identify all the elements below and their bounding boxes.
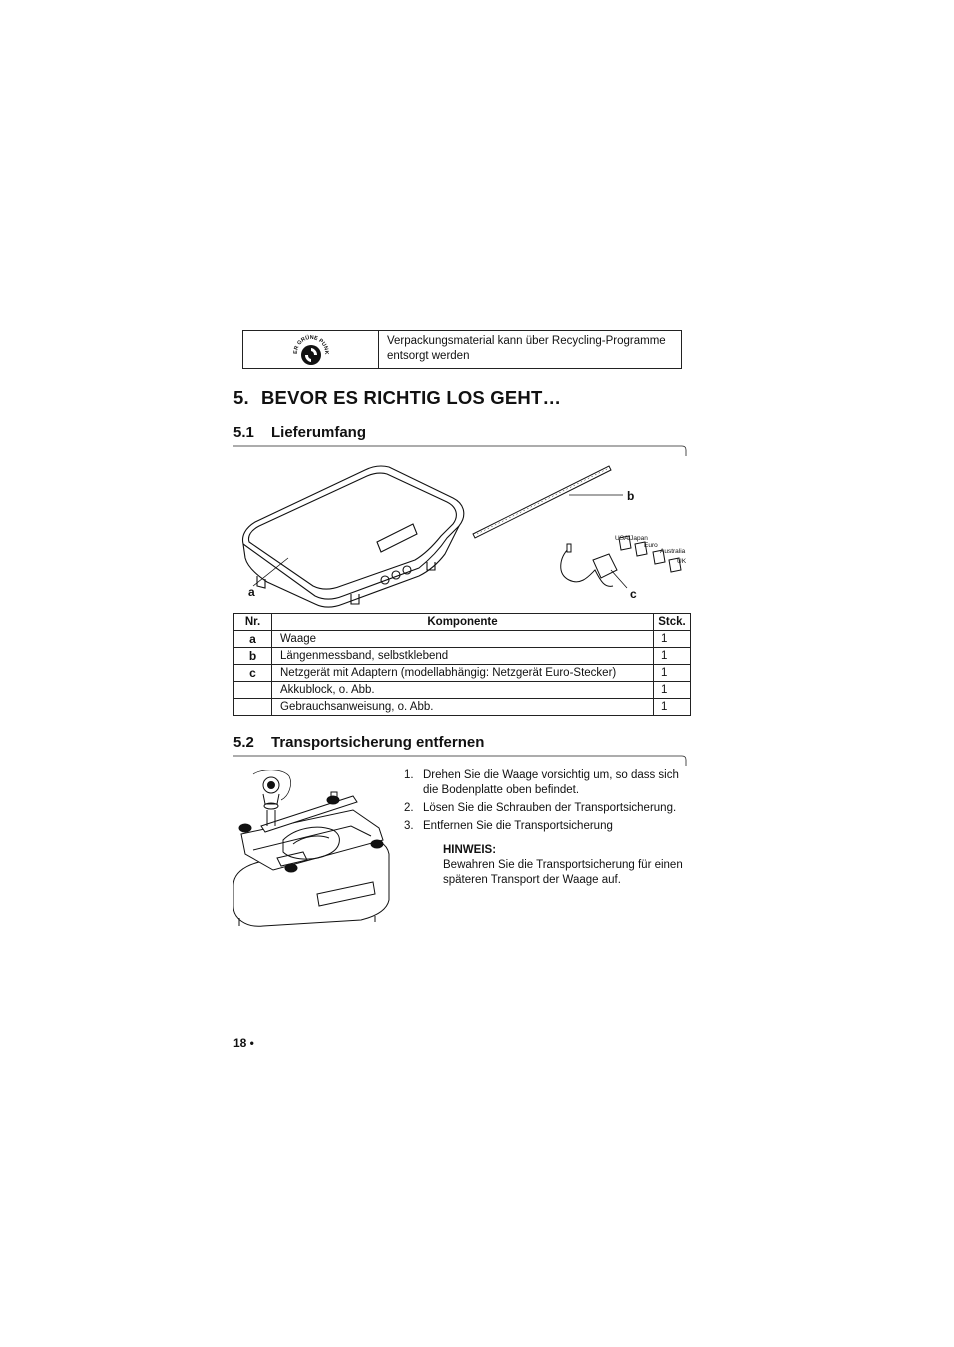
row-component: Gebrauchsanweisung, o. Abb. (272, 699, 654, 716)
label-a: a (248, 585, 255, 599)
chapter-heading (233, 387, 561, 409)
header-component: Komponente (272, 614, 654, 631)
step-number: 3. (404, 820, 414, 832)
label-euro: Euro (644, 542, 658, 549)
table-header-row (234, 614, 691, 631)
row-qty: 1 (654, 648, 691, 665)
green-dot-logo (291, 333, 331, 367)
row-component: Akkublock, o. Abb. (272, 682, 654, 699)
label-c: c (630, 587, 637, 601)
row-qty: 1 (654, 699, 691, 716)
delivery-contents-figure (233, 458, 690, 610)
measuring-tape-illustration (473, 466, 611, 538)
hint-text: Bewahren Sie die Transportsicherung für einen späteren Transport der Waage auf. (443, 859, 683, 886)
step-number: 1. (404, 769, 414, 781)
label-b: b (627, 489, 635, 503)
label-uk: UK (677, 558, 687, 565)
transport-lock-steps (404, 768, 690, 837)
hint-note (443, 843, 691, 888)
chapter-number: 5. (233, 387, 249, 408)
section-1-title: Lieferumfang (271, 424, 367, 441)
section-2-number: 5.2 (233, 734, 254, 751)
row-nr (234, 682, 272, 699)
section-1-number: 5.1 (233, 424, 254, 441)
page-number: 18 • (233, 1036, 254, 1050)
section-1-heading (233, 424, 366, 441)
hint-title: HINWEIS: (443, 844, 497, 856)
transport-lock-figure (233, 770, 391, 930)
step-item (404, 801, 690, 816)
row-nr: a (234, 631, 272, 648)
label-australia: Australia (660, 548, 686, 555)
row-component: Waage (272, 631, 654, 648)
delivery-contents-table (233, 613, 691, 716)
row-component: Längenmessband, selbstklebend (272, 648, 654, 665)
step-text: Entfernen Sie die Transportsicherung (423, 820, 613, 832)
scale-illustration (243, 466, 464, 607)
label-usa-japan: USA/Japan (615, 535, 648, 542)
step-item (404, 768, 690, 798)
recycling-logo-cell (243, 331, 379, 368)
header-qty: Stck. (654, 614, 691, 631)
recycling-notice (242, 330, 682, 369)
recycling-notice-text: Verpackungsmaterial kann über Recycling-Programme entsorgt werden (387, 335, 666, 362)
step-text: Lösen Sie die Schrauben der Transportsicherung. (423, 802, 677, 814)
row-component: Netzgerät mit Adaptern (modellabhängig: Netzgerät Euro-Stecker) (272, 665, 654, 682)
table-row (234, 682, 691, 699)
step-number: 2. (404, 802, 414, 814)
row-qty: 1 (654, 665, 691, 682)
table-row (234, 631, 691, 648)
section-2-rule (233, 755, 687, 767)
row-nr (234, 699, 272, 716)
row-qty: 1 (654, 631, 691, 648)
label-c-leader (611, 570, 627, 588)
row-qty: 1 (654, 682, 691, 699)
table-row (234, 665, 691, 682)
section-2-title: Transportsicherung entfernen (271, 734, 485, 751)
power-supply-illustration (561, 536, 681, 586)
table-row (234, 699, 691, 716)
green-dot-logo-text: ER GRÜNE PUNK (292, 334, 329, 355)
row-nr: c (234, 665, 272, 682)
chapter-title: BEVOR ES RICHTIG LOS GEHT… (261, 387, 562, 408)
row-nr: b (234, 648, 272, 665)
header-nr: Nr. (234, 614, 272, 631)
section-2-heading (233, 734, 484, 751)
step-text: Drehen Sie die Waage vorsichtig um, so dass sich die Bodenplatte oben befindet. (423, 769, 679, 796)
section-1-rule (233, 445, 687, 457)
table-row (234, 648, 691, 665)
step-item (404, 819, 690, 834)
